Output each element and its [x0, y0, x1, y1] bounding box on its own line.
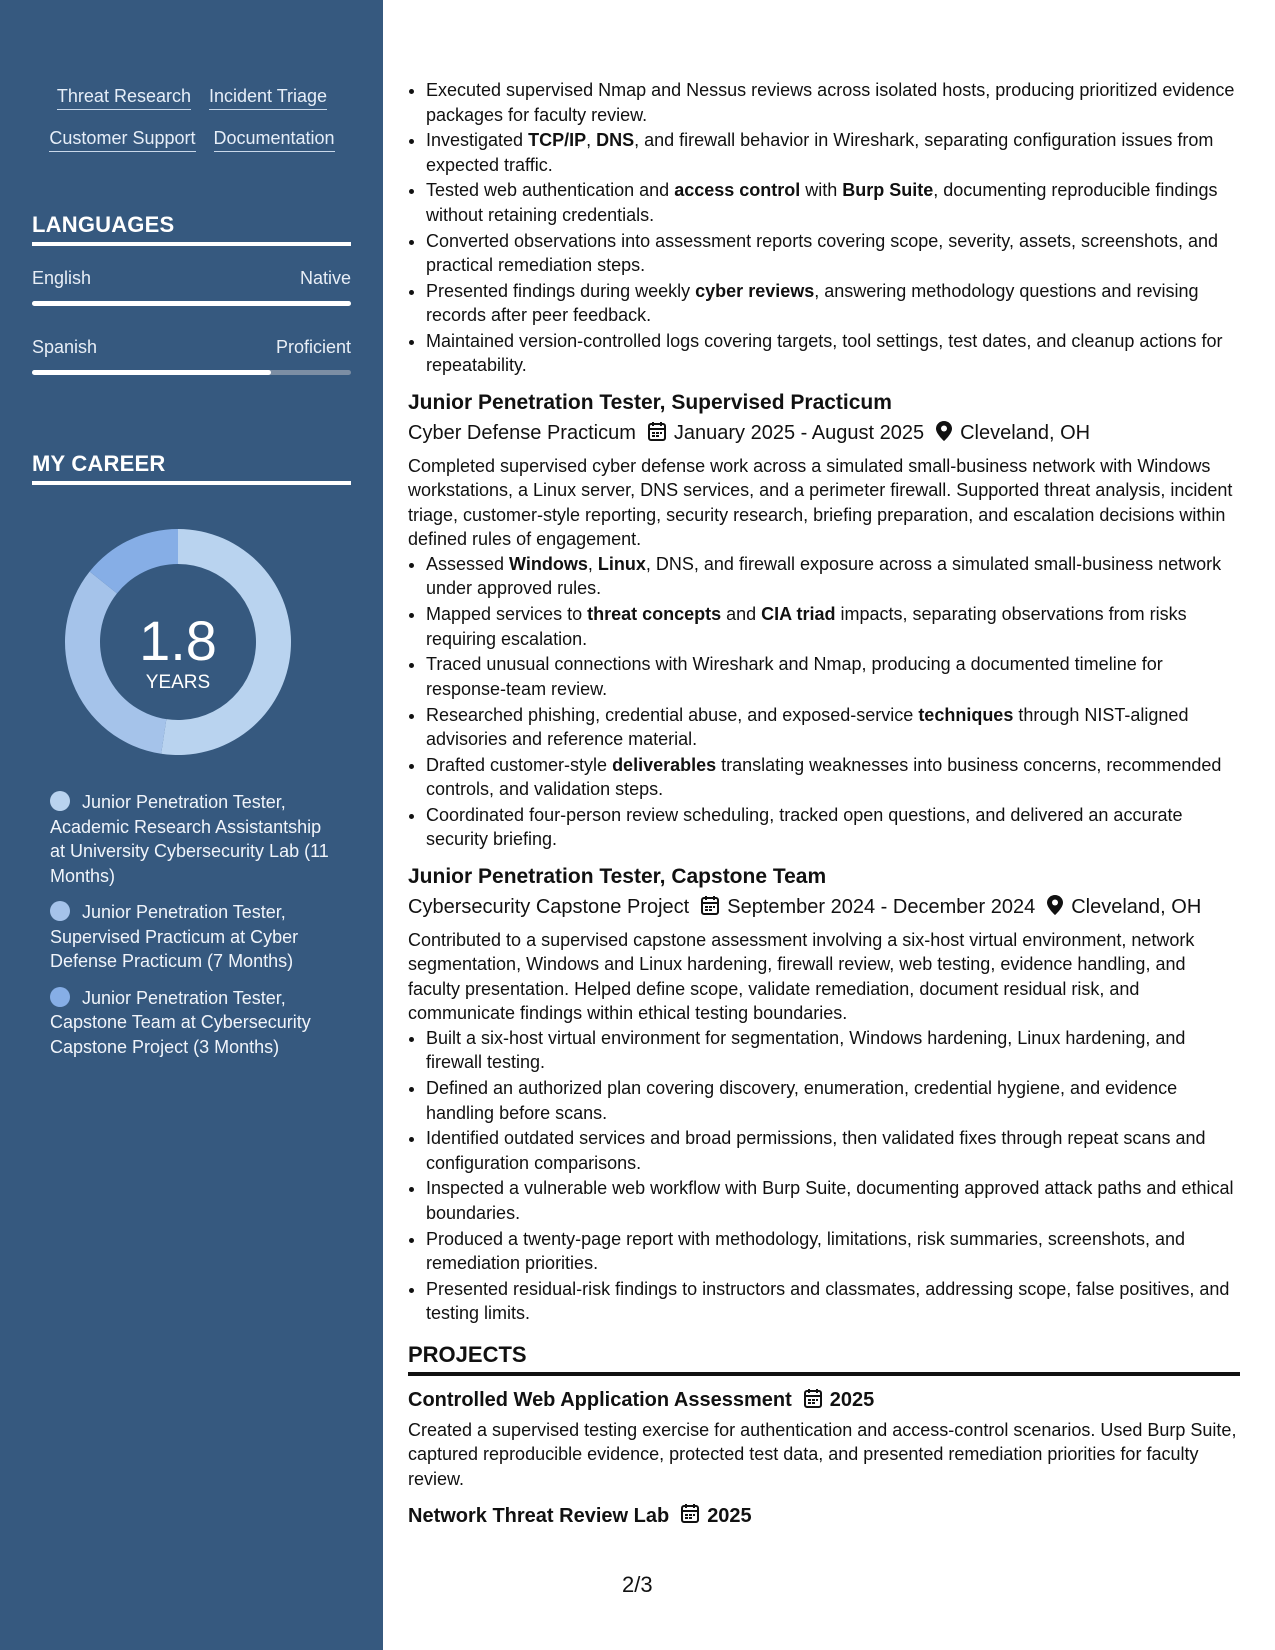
project-year: 2025 — [829, 1389, 875, 1412]
jobs-list — [408, 391, 1240, 1326]
language-bar — [32, 370, 351, 375]
project-year: 2025 — [707, 1504, 752, 1527]
job-location: Cleveland, OH — [1071, 896, 1202, 919]
bullet-item: • Built a six-host virtual environment for segmentation, Windows hardening, Linux hardening, and firewall testing. — [426, 1026, 1240, 1075]
job-description: Contributed to a supervised capstone assessment involving a six-host virtual environment, network segmentation, Windows and Linux hardening, firewall review, web testing, evidence handling, and faculty presentation. Helped define scope, validate remediation, document residual risk, and communicate findings within ethical testing boundaries. — [408, 929, 1195, 1024]
bullet-item: • Coordinated four-person review scheduling, tracked open questions, and delivered an accurate security briefing. — [426, 803, 1240, 852]
sidebar — [0, 0, 383, 1650]
language-level: Proficient — [275, 337, 351, 357]
calendar-icon — [681, 1503, 699, 1529]
main-content — [408, 78, 1240, 1529]
career-donut-chart — [62, 526, 294, 758]
career-legend-dot — [50, 987, 70, 1007]
bullet-item: • Inspected a vulnerable web workflow with Burp Suite, documenting approved attack paths and ethical boundaries. — [426, 1176, 1240, 1225]
experience-bullets — [408, 78, 1240, 378]
job-meta — [408, 421, 1240, 447]
calendar-icon — [701, 895, 719, 921]
job-entry — [408, 865, 1240, 1326]
language-bar-fill — [32, 370, 271, 375]
career-item-text: Junior Penetration Tester, Capstone Team at Cybersecurity Capstone Project (3 Months) — [50, 987, 311, 1057]
language-bar — [32, 301, 351, 306]
bullet-item: • Presented residual-risk findings to instructors and classmates, addressing scope, false positives, and testing limits. — [426, 1277, 1240, 1326]
project-title-row — [408, 1388, 1240, 1414]
skill-tag: Incident Triage — [209, 86, 327, 110]
job-dates: January 2025 - August 2025 — [673, 422, 925, 445]
career-item-text: Junior Penetration Tester, Academic Research Assistantship at University Cybersecurity Lab (11 Months) — [50, 792, 329, 886]
bullet-item: • Executed supervised Nmap and Nessus reviews across isolated hosts, producing prioritized evidence packages for faculty review. — [426, 78, 1240, 127]
job-title: Junior Penetration Tester, Supervised Practicum — [408, 390, 892, 414]
project-description: Created a supervised testing exercise for authentication and access-control scenarios. Used Burp Suite, captured reproducible evidence, protected test data, and presented remediation priorities for faculty review. — [408, 1419, 1237, 1489]
skill-tag: Documentation — [214, 128, 335, 152]
job-bullets — [408, 552, 1240, 852]
career-legend-dot — [50, 901, 70, 921]
language-spanish — [32, 337, 351, 375]
job-location: Cleveland, OH — [960, 422, 1091, 445]
career-total-unit: YEARS — [145, 672, 211, 693]
bullet-item: • Drafted customer-style deliverables translating weaknesses into business concerns, recommended controls, and validation steps. — [426, 753, 1240, 802]
bullet-item: • Defined an authorized plan covering discovery, enumeration, credential hygiene, and evidence handling before scans. — [426, 1076, 1240, 1125]
career-item-text: Junior Penetration Tester, Supervised Practicum at Cyber Defense Practicum (7 Months) — [50, 902, 299, 971]
language-bar-fill — [32, 301, 351, 306]
language-english — [32, 268, 351, 306]
page-number: 2/3 — [622, 1572, 653, 1597]
languages-heading: LANGUAGES — [32, 212, 351, 246]
skill-row — [32, 86, 352, 110]
map-pin-icon — [1047, 895, 1063, 921]
project-title: Controlled Web Application Assessment — [408, 1389, 792, 1412]
career-heading: MY CAREER — [32, 451, 351, 485]
bullet-item: • Converted observations into assessment reports covering scope, severity, assets, screenshots, and practical remediation steps. — [426, 229, 1240, 278]
job-company: Cybersecurity Capstone Project — [408, 896, 690, 919]
job-description: Completed supervised cyber defense work across a simulated small-business network with Windows workstations, a Linux server, DNS services, and a perimeter firewall. Supported threat analysis, incident triage, customer-style reporting, security research, briefing preparation, and escalation decisions within defined rules of engagement. — [408, 455, 1233, 550]
skills-tags — [32, 86, 352, 170]
bullet-item: • Assessed Windows, Linux, DNS, and firewall exposure across a simulated small-business network under approved rules. — [426, 552, 1240, 601]
career-item — [50, 900, 330, 974]
career-legend-dot — [50, 791, 70, 811]
bullet-item: • Investigated TCP/IP, DNS, and firewall behavior in Wireshark, separating configuration issues from expected traffic. — [426, 128, 1240, 177]
bullet-item: • Maintained version-controlled logs covering targets, tool settings, test dates, and cleanup actions for repeatability. — [426, 329, 1240, 378]
language-name: Spanish — [32, 337, 98, 357]
project-entry — [408, 1503, 1240, 1529]
calendar-icon — [804, 1388, 822, 1414]
bullet-item: • Traced unusual connections with Wireshark and Nmap, producing a documented timeline for response-team review. — [426, 652, 1240, 701]
projects-list — [408, 1388, 1240, 1530]
bullet-item: • Researched phishing, credential abuse, and exposed-service techniques through NIST-aligned advisories and reference material. — [426, 703, 1240, 752]
skill-tag: Threat Research — [57, 86, 191, 110]
job-meta — [408, 895, 1240, 921]
career-item — [50, 986, 330, 1060]
job-title: Junior Penetration Tester, Capstone Team — [408, 864, 827, 888]
bullet-item: • Tested web authentication and access control with Burp Suite, documenting reproducible findings without retaining credentials. — [426, 178, 1240, 227]
job-entry — [408, 391, 1240, 852]
language-name: English — [32, 268, 92, 288]
career-list — [50, 790, 330, 1071]
job-bullets — [408, 1026, 1240, 1326]
job-dates: September 2024 - December 2024 — [727, 896, 1036, 919]
calendar-icon — [648, 421, 666, 447]
map-pin-icon — [936, 421, 952, 447]
job-company: Cyber Defense Practicum — [408, 422, 636, 445]
skill-tag: Customer Support — [49, 128, 195, 152]
project-title-row — [408, 1503, 1240, 1529]
bullet-item: • Mapped services to threat concepts and CIA triad impacts, separating observations from risks requiring escalation. — [426, 602, 1240, 651]
project-title: Network Threat Review Lab — [408, 1504, 670, 1527]
bullet-item: • Produced a twenty-page report with methodology, limitations, risk summaries, screenshots, and remediation priorities. — [426, 1227, 1240, 1276]
career-total-value: 1.8 — [139, 609, 217, 672]
projects-heading: PROJECTS — [408, 1342, 1240, 1376]
bullet-item: • Identified outdated services and broad permissions, then validated fixes through repeat scans and configuration comparisons. — [426, 1126, 1240, 1175]
career-item — [50, 790, 330, 888]
bullet-item: • Presented findings during weekly cyber reviews, answering methodology questions and revising records after peer feedback. — [426, 279, 1240, 328]
project-entry — [408, 1388, 1240, 1492]
language-level: Native — [299, 268, 351, 288]
skill-row — [32, 128, 352, 152]
